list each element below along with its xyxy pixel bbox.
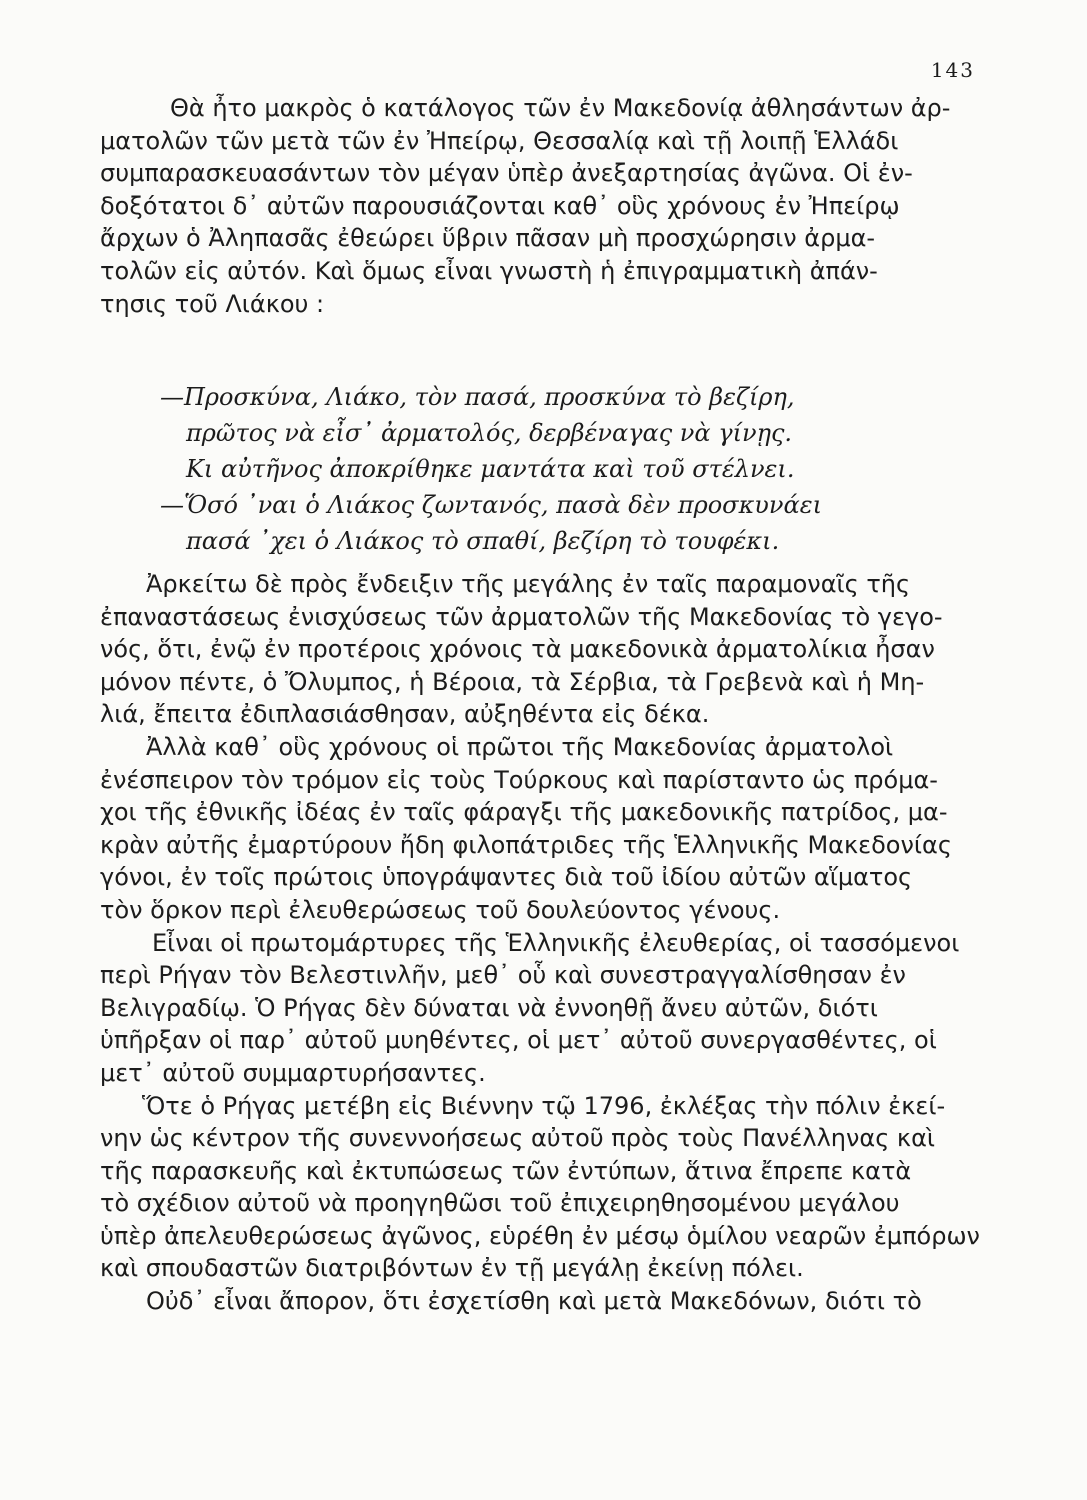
poem-block: [160, 379, 960, 559]
text-line: χοι τῆς ἐθνικῆς ἰδέας ἐν ταῖς φάραγξι τῆς μακεδονικῆς πατρίδος, μα-: [100, 798, 948, 827]
poem-line: Κι αὐτῆνος ἀποκρίθηκε μαντάτα καὶ τοῦ στέλνει.: [186, 455, 795, 483]
text-line: Εἶναι οἱ πρωτομάρτυρες τῆς Ἑλληνικῆς ἐλευθερίας, οἱ τασσόμενοι: [152, 928, 960, 957]
text-line: κρὰν αὐτῆς ἐμαρτύρουν ἤδη φιλοπάτριδες τῆς Ἑλληνικῆς Μακεδονίας: [100, 830, 952, 859]
text-line: Βελιγραδίῳ. Ὁ Ρήγας δὲν δύναται νὰ ἐννοηθῇ ἄνευ αὐτῶν, διότι: [100, 993, 878, 1022]
poem-line: —Ὅσό ᾽ναι ὁ Λιάκος ζωντανός, πασὰ δὲν προσκυνάει: [160, 491, 822, 519]
text-line: νην ὡς κέντρον τῆς συνεννοήσεως αὐτοῦ πρὸς τοὺς Πανέλληνας καὶ: [100, 1124, 936, 1153]
text-line: τησις τοῦ Λιάκου :: [100, 289, 325, 318]
text-line: ἐπαναστάσεως ἐνισχύσεως τῶν ἀρματολῶν τῆς Μακεδονίας τὸ γεγο-: [100, 602, 943, 631]
lower-text-block: [100, 568, 980, 1318]
text-line: Ἀλλὰ καθ᾽ οὓς χρόνους οἱ πρῶτοι τῆς Μακεδονίας ἀρματολοὶ: [146, 732, 894, 761]
poem-line: πασά ᾽χει ὁ Λιάκος τὸ σπαθί, βεζίρη τὸ τουφέκι.: [186, 527, 780, 555]
text-line: συμπαρασκευασάντων τὸν μέγαν ὑπὲρ ἀνεξαρτησίας ἀγῶνα. Οἱ ἐν-: [100, 159, 913, 188]
text-line: τὸν ὅρκον περὶ ἐλευθερώσεως τοῦ δουλεύοντος γένους.: [100, 895, 781, 924]
upper-text-block: [100, 92, 980, 320]
text-line: γόνοι, ἐν τοῖς πρώτοις ὑπογράψαντες διὰ τοῦ ἰδίου αὐτῶν αἵματος: [100, 863, 913, 892]
text-line: τολῶν εἰς αὐτόν. Καὶ ὅμως εἶναι γνωστὴ ἡ ἐπιγραμματικὴ ἀπάν-: [100, 256, 878, 285]
text-line: νός, ὅτι, ἐνῷ ἐν προτέροις χρόνοις τὰ μακεδονικὰ ἀρματολίκια ἦσαν: [100, 635, 935, 664]
text-line: λιά, ἔπειτα ἐδιπλασιάσθησαν, αὐξηθέντα εἰς δέκα.: [100, 700, 710, 729]
text-line: καὶ σπουδαστῶν διατριβόντων ἐν τῇ μεγάλῃ ἐκείνῃ πόλει.: [100, 1254, 804, 1283]
text-line: περὶ Ρήγαν τὸν Βελεστινλῆν, μεθ᾽ οὗ καὶ συνεστραγγαλίσθησαν ἐν: [100, 961, 906, 990]
text-line: τῆς παρασκευῆς καὶ ἐκτυπώσεως τῶν ἐντύπων, ἅτινα ἔπρεπε κατὰ: [100, 1156, 912, 1185]
text-line: τὸ σχέδιον αὐτοῦ νὰ προηγηθῶσι τοῦ ἐπιχειρηθησομένου μεγάλου: [100, 1189, 900, 1218]
text-line: Θὰ ἦτο μακρὸς ὁ κατάλογος τῶν ἐν Μακεδονίᾳ ἀθλησάντων ἀρ-: [170, 94, 951, 122]
text-line: ματολῶν τῶν μετὰ τῶν ἐν Ἠπείρῳ, Θεσσαλίᾳ καὶ τῇ λοιπῇ Ἑλλάδι: [100, 126, 899, 155]
page-number: 143: [930, 58, 975, 82]
text-line: ὑπῆρξαν οἱ παρ᾽ αὐτοῦ μυηθέντες, οἱ μετ᾽ αὐτοῦ συνεργασθέντες, οἱ: [100, 1026, 937, 1055]
text-line: Ὅτε ὁ Ρήγας μετέβη εἰς Βιέννην τῷ 1796, ἐκλέξας τὴν πόλιν ἐκεί-: [142, 1091, 946, 1120]
text-line: ὑπὲρ ἀπελευθερώσεως ἀγῶνος, εὑρέθη ἐν μέσῳ ὁμίλου νεαρῶν ἐμπόρων: [100, 1221, 980, 1250]
text-line: δοξότατοι δ᾽ αὐτῶν παρουσιάζονται καθ᾽ οὓς χρόνους ἐν Ἠπείρῳ: [100, 191, 900, 220]
text-line: Ἀρκείτω δὲ πρὸς ἔνδειξιν τῆς μεγάλης ἐν ταῖς παραμοναῖς τῆς: [146, 570, 911, 598]
text-line: ἄρχων ὁ Ἀληπασᾶς ἐθεώρει ὕβριν πᾶσαν μὴ προσχώρησιν ἀρμα-: [100, 224, 876, 253]
text-line: Οὐδ᾽ εἶναι ἄπορον, ὅτι ἐσχετίσθη καὶ μετὰ Μακεδόνων, διότι τὸ: [146, 1287, 922, 1316]
poem-line: πρῶτος νὰ εἶσ᾽ ἀρματολός, δερβέναγας νὰ γίνῃς.: [186, 419, 793, 447]
text-line: ἐνέσπειρον τὸν τρόμον εἰς τοὺς Τούρκους καὶ παρίσταντο ὡς πρόμα-: [100, 765, 938, 794]
text-line: μόνον πέντε, ὁ Ὄλυμπος, ἡ Βέροια, τὰ Σέρβια, τὰ Γρεβενὰ καὶ ἡ Μη-: [100, 667, 925, 696]
text-line: μετ᾽ αὐτοῦ συμμαρτυρήσαντες.: [100, 1058, 486, 1087]
poem-line: —Προσκύνα, Λιάκο, τὸν πασά, προσκύνα τὸ βεζίρη,: [160, 383, 795, 411]
